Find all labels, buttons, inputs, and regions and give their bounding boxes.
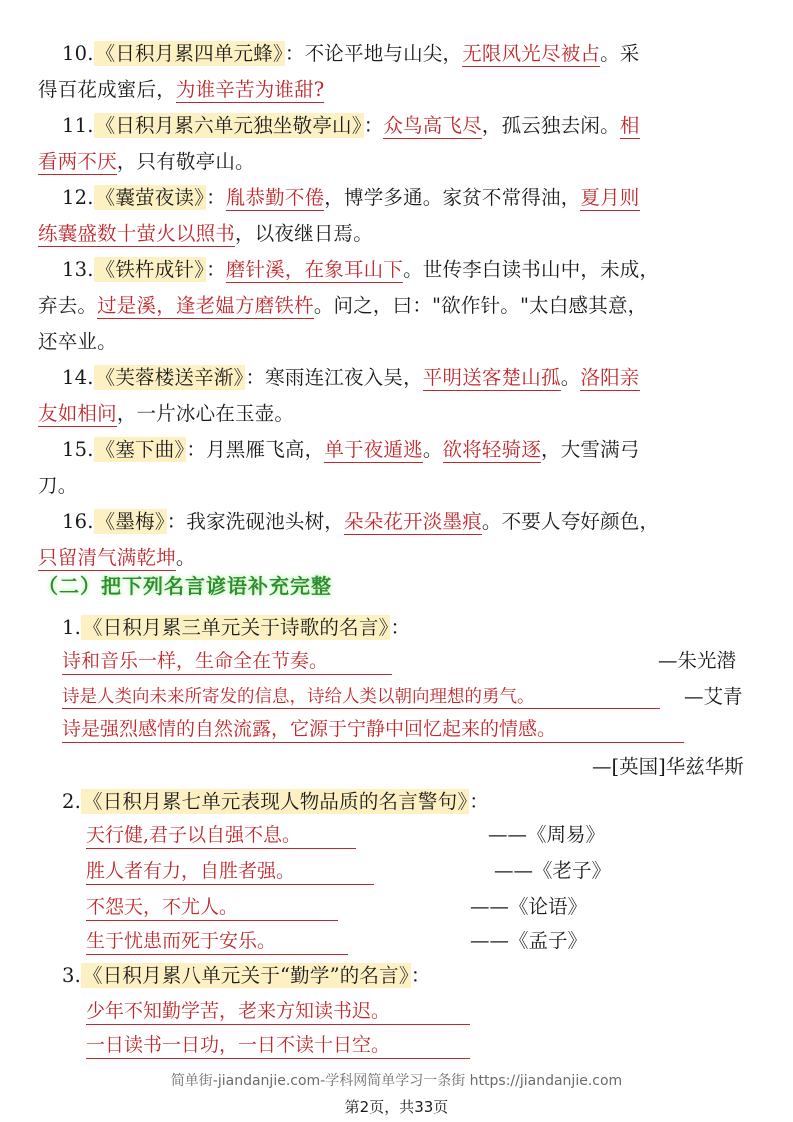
item-16-line-1 xyxy=(62,506,659,538)
item-text: ，只有敬亭山。 xyxy=(116,150,255,173)
group-title: 《日积月累七单元表现人物品质的名言警句》 xyxy=(83,790,468,813)
group-colon: ： xyxy=(390,616,411,639)
item-number: 12. xyxy=(62,186,94,209)
item-text: 得百花成蜜后， xyxy=(38,78,176,101)
item-title: 《铁杵成针》 xyxy=(95,258,205,281)
answer-underline xyxy=(86,884,374,885)
answer-underline xyxy=(62,708,660,709)
item-text: 。 xyxy=(560,366,581,389)
item-number: 10. xyxy=(62,42,94,65)
item-10-line-2 xyxy=(38,74,324,106)
answer-blank: 胤恭勤不倦 xyxy=(225,186,325,209)
item-12-line-1 xyxy=(62,182,640,214)
answer-blank: 为谁辛苦为谁甜? xyxy=(175,78,325,101)
group-number: 2. xyxy=(62,790,82,813)
item-text: 。不要人夸好颜色， xyxy=(481,510,660,533)
item-text: ，博学多通。家贫不常得油， xyxy=(324,186,581,209)
item-13-line-2 xyxy=(38,290,647,322)
answer-blank: 众鸟高飞尽 xyxy=(383,114,482,137)
item-number: 13. xyxy=(62,258,94,281)
item-text: 。 xyxy=(175,546,196,569)
quote-text: 少年不知勤学苦，老来方知读书迟。 xyxy=(86,1000,391,1022)
quote-author: —艾青 xyxy=(684,685,743,708)
item-number: 15. xyxy=(62,438,94,461)
answer-blank: 友如相问 xyxy=(38,402,117,425)
group-number: 3. xyxy=(62,964,82,987)
item-11-line-1 xyxy=(62,110,640,142)
quote-author: ——《周易》 xyxy=(488,823,606,846)
quote-author: ——《孟子》 xyxy=(470,929,588,952)
footer-page-number: 第2页，共33页 xyxy=(344,1098,449,1116)
quote-author: ——《老子》 xyxy=(494,859,612,882)
answer-blank: 看两不厌 xyxy=(38,150,117,173)
item-15-line-2 xyxy=(38,470,77,502)
item-text: ，以夜继日焉。 xyxy=(235,222,373,245)
quote-text: 胜人者有力，自胜者强。 xyxy=(86,860,296,882)
answer-underline xyxy=(86,920,338,921)
answer-blank: 单于夜遁逃 xyxy=(324,438,423,461)
item-title: 《日积月累六单元独坐敬亭山》 xyxy=(95,114,362,137)
item-text: ： xyxy=(363,114,384,137)
answer-blank: 练囊盛数十萤火以照书 xyxy=(38,222,236,245)
answer-blank: 平明送客楚山孤 xyxy=(422,366,561,389)
quote-text: 天行健,君子以自强不息。 xyxy=(86,824,302,846)
item-13-line-3 xyxy=(38,326,117,358)
answer-blank: 过是溪，逢老媪方磨铁杵 xyxy=(97,294,314,317)
answer-blank: 欲将轻骑逐 xyxy=(442,438,542,461)
answer-underline xyxy=(86,954,348,955)
item-text: ，孤云独去闲。 xyxy=(481,114,620,137)
item-13-line-1 xyxy=(62,254,659,286)
item-text: ： xyxy=(206,186,226,209)
answer-blank: 朵朵花开淡墨痕 xyxy=(344,510,482,533)
item-12-line-2 xyxy=(38,218,373,250)
item-14-line-2 xyxy=(38,398,294,430)
answer-underline xyxy=(62,742,684,743)
answer-underline xyxy=(62,674,392,675)
item-text: ：不论平地与山尖， xyxy=(284,42,463,65)
group-1-heading xyxy=(62,612,410,644)
group-colon: ： xyxy=(410,964,431,987)
quote-author: —[英国]华兹华斯 xyxy=(592,755,744,778)
item-15-line-1 xyxy=(62,434,640,466)
answer-underline xyxy=(86,1024,470,1025)
answer-blank: 夏月则 xyxy=(580,186,640,209)
quote-text: 生于忧患而死于安乐。 xyxy=(86,930,277,952)
group-colon: ： xyxy=(469,790,489,813)
item-text: ：我家洗砚池头树， xyxy=(166,510,344,533)
quote-text: 诗和音乐一样，生命全在节奏。 xyxy=(62,650,329,672)
item-text: ： xyxy=(206,258,226,281)
item-text: ：寒雨连江夜入吴， xyxy=(245,366,423,389)
answer-blank: 磨针溪，在象耳山下 xyxy=(225,258,404,281)
quote-author: ——《论语》 xyxy=(470,895,588,918)
answer-blank: 洛阳亲 xyxy=(580,366,640,389)
quote-text: 不怨天，不尤人。 xyxy=(86,896,239,918)
item-number: 11. xyxy=(62,114,94,137)
group-number: 1. xyxy=(62,616,82,639)
item-text: ，大雪满弓 xyxy=(541,438,640,461)
item-text: 弃去。 xyxy=(38,294,98,317)
quote-text: 诗是强烈感情的自然流露，它源于宁静中回忆起来的情感。 xyxy=(62,718,557,740)
group-2-heading xyxy=(62,786,489,818)
quote-text: 一日读书一日功，一日不读十日空。 xyxy=(86,1034,391,1056)
footer-site: 简单街-jiandanjie.com-学科网简单学习一条街 https://jiandanjie.com xyxy=(170,1073,623,1089)
item-title: 《日积月累四单元蜂》 xyxy=(95,42,283,65)
item-text: 。问之，曰："欲作针。"太白感其意， xyxy=(313,294,648,317)
item-text: ，一片冰心在玉壶。 xyxy=(116,402,295,425)
item-11-line-2 xyxy=(38,146,255,178)
section-title: （二）把下列名言谚语补充完整 xyxy=(38,574,332,598)
item-title: 《囊萤夜读》 xyxy=(95,186,205,209)
item-title: 《芙蓉楼送辛渐》 xyxy=(95,366,244,389)
item-text: 刀。 xyxy=(38,474,78,497)
item-number: 16. xyxy=(62,510,94,533)
item-text: ：月黑雁飞高， xyxy=(186,438,325,461)
answer-underline xyxy=(86,848,356,849)
item-10-line-1 xyxy=(62,38,640,70)
item-text: 还卒业。 xyxy=(38,330,117,353)
item-title: 《墨梅》 xyxy=(95,510,165,533)
answer-blank: 无限风光尽被占 xyxy=(462,42,601,65)
answer-blank: 相 xyxy=(619,114,640,137)
quote-text: 诗是人类向未来所寄发的信息，诗给人类以朝向理想的勇气。 xyxy=(62,687,535,707)
item-text: 。采 xyxy=(600,42,640,65)
item-14-line-1 xyxy=(62,362,640,394)
item-number: 14. xyxy=(62,366,94,389)
group-3-heading xyxy=(62,960,431,992)
item-text: 。 xyxy=(422,438,443,461)
group-title: 《日积月累三单元关于诗歌的名言》 xyxy=(83,616,389,639)
item-text: 。世传李白读书山中，未成， xyxy=(403,258,660,281)
answer-underline xyxy=(86,1058,470,1059)
item-title: 《塞下曲》 xyxy=(95,438,185,461)
quote-author: —朱光潜 xyxy=(658,649,737,672)
answer-blank: 只留清气满乾坤 xyxy=(38,546,176,569)
group-title: 《日积月累八单元关于“勤学”的名言》 xyxy=(83,964,409,987)
